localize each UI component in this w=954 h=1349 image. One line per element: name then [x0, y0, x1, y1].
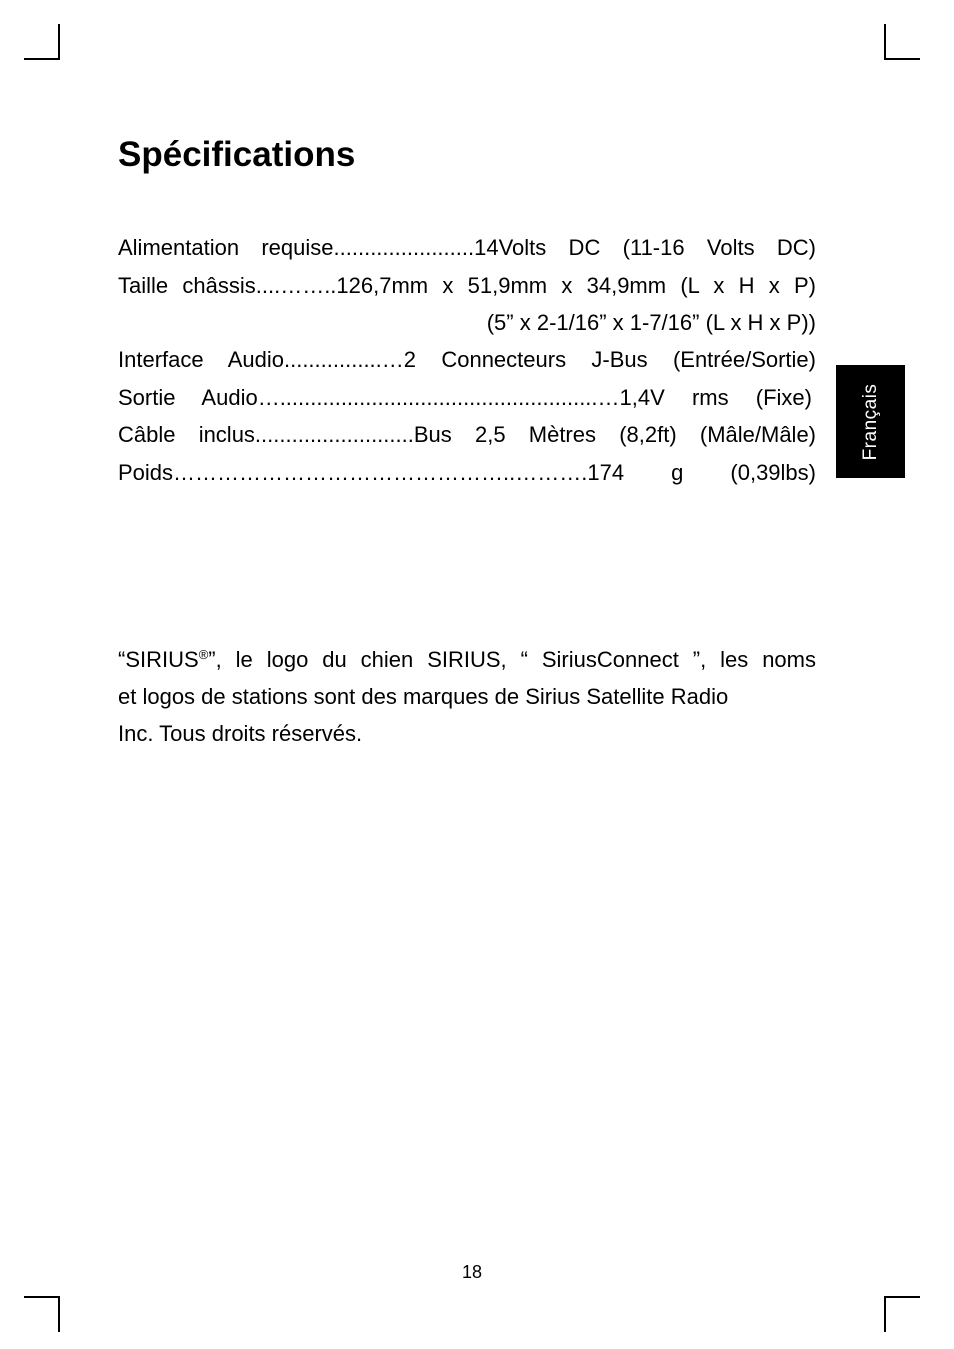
- crop-mark-top-right-horizontal: [884, 58, 920, 60]
- trademark-line-1: [118, 645, 816, 675]
- crop-mark-top-left-vertical: [58, 24, 60, 60]
- trademark-line-3: Inc. Tous droits réservés.: [118, 721, 363, 746]
- registered-mark: ®: [198, 647, 209, 662]
- trademark-sirius: “SIRIUS: [118, 647, 199, 672]
- spec-audio-interface: Interface Audio................…2 Connecteurs J-Bus (Entrée/Sortie): [118, 347, 816, 372]
- crop-mark-top-right-vertical: [884, 24, 886, 60]
- crop-mark-bottom-left-vertical: [58, 1296, 60, 1332]
- trademark-line-1-text: ”, le logo du chien SIRIUS, “ SiriusConnect ”, les noms: [208, 647, 816, 672]
- page-title: Spécifications: [118, 135, 356, 174]
- page-number: 18: [461, 1262, 483, 1282]
- language-tab-label: Français: [859, 383, 881, 460]
- spec-power: Alimentation requise.......................14Volts DC (11-16 Volts DC): [118, 235, 816, 260]
- language-tab: [836, 365, 905, 478]
- spec-weight: Poids………………………………………..……….174 g (0,39lbs): [118, 460, 816, 485]
- crop-mark-bottom-right-horizontal: [884, 1296, 920, 1298]
- crop-mark-bottom-right-vertical: [884, 1296, 886, 1332]
- trademark-line-2: et logos de stations sont des marques de Sirius Satellite Radio: [118, 684, 729, 709]
- crop-mark-top-left-horizontal: [24, 58, 60, 60]
- spec-chassis-size-inches: (5” x 2-1/16” x 1-7/16” (L x H x P)): [486, 310, 816, 335]
- crop-mark-bottom-left-horizontal: [24, 1296, 60, 1298]
- spec-chassis-size: Taille châssis....……..126,7mm x 51,9mm x 34,9mm (L x H x P): [118, 273, 816, 298]
- spec-cable: Câble inclus..........................Bus 2,5 Mètres (8,2ft) (Mâle/Mâle): [118, 422, 816, 447]
- spec-audio-output: Sortie Audio…....................................................…1,4V rms (Fixe): [118, 385, 812, 410]
